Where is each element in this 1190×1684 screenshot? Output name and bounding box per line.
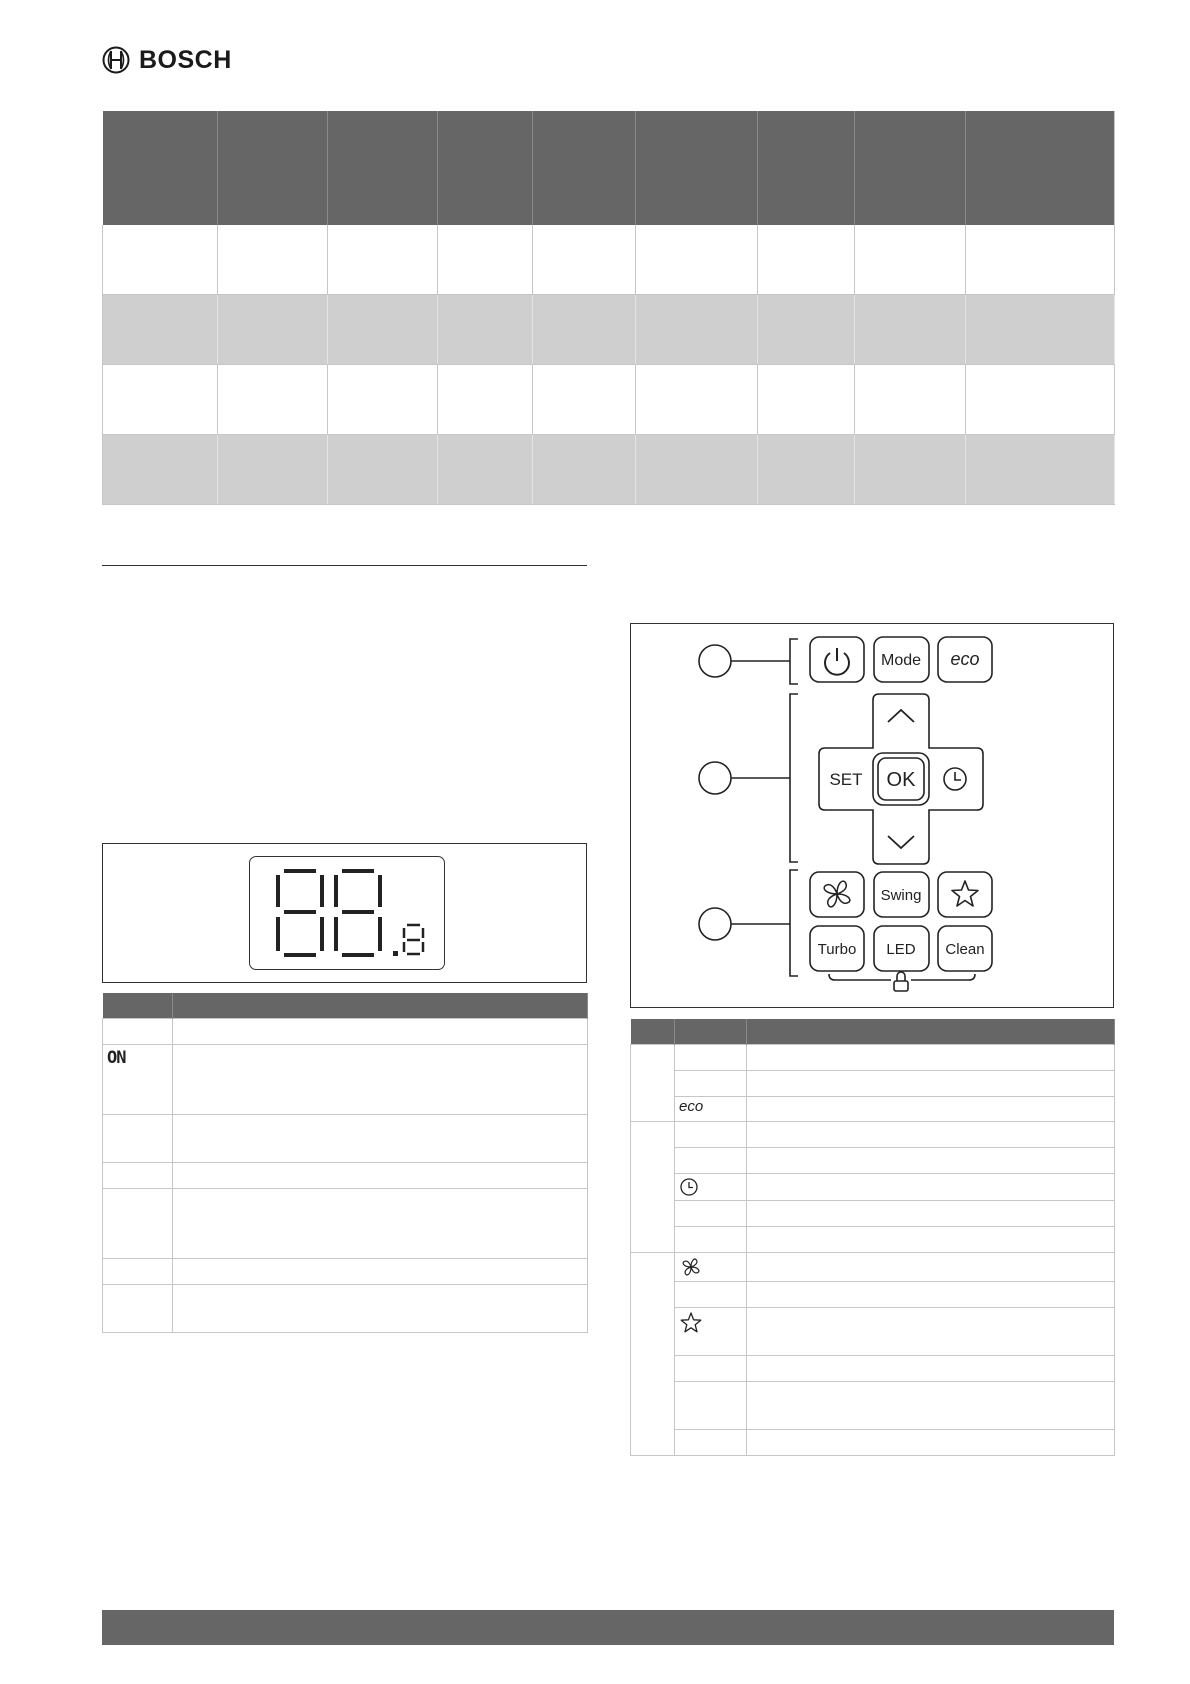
- table-header-cell: [218, 111, 328, 225]
- legend-row: [631, 1382, 1115, 1430]
- table-cell: [438, 295, 533, 365]
- clean-label: Clean: [945, 941, 985, 958]
- section-heading-rule: [102, 565, 587, 566]
- legend-symbol-cell: [675, 1382, 747, 1430]
- legend-row: [103, 1259, 588, 1285]
- callout-2: [699, 762, 731, 794]
- remote-legend-table: [630, 1019, 1115, 1456]
- table-cell: [218, 435, 328, 505]
- table-cell: [533, 225, 636, 295]
- table-cell: [438, 435, 533, 505]
- table-cell: [103, 365, 218, 435]
- seven-segment-digits: [250, 857, 443, 968]
- legend-row: [631, 1282, 1115, 1308]
- clean-button[interactable]: [938, 926, 992, 971]
- legend-text-cell: [747, 1174, 1115, 1201]
- legend-symbol-cell: [675, 1356, 747, 1382]
- callout-3: [699, 908, 731, 940]
- legend-row: [631, 1148, 1115, 1174]
- child-lock-icon: [829, 972, 975, 991]
- table-cell: [966, 225, 1115, 295]
- fan-button[interactable]: [810, 872, 864, 917]
- legend-row: [631, 1253, 1115, 1282]
- callout-1: [699, 645, 731, 677]
- legend-text-cell: [747, 1253, 1115, 1282]
- table-cell: [218, 295, 328, 365]
- legend-text-cell: [747, 1201, 1115, 1227]
- star-icon: [679, 1311, 703, 1335]
- table-header-cell: [636, 111, 758, 225]
- legend-row: [103, 1045, 588, 1115]
- legend-header-cell: [103, 993, 173, 1019]
- legend-text-cell: [173, 1189, 588, 1259]
- on-segment-icon: ON: [107, 1048, 126, 1068]
- table-cell: [103, 225, 218, 295]
- legend-symbol-cell: [103, 1163, 173, 1189]
- footer-bar: [102, 1610, 1114, 1645]
- legend-symbol-cell: [675, 1148, 747, 1174]
- display-panel-figure: [102, 843, 587, 983]
- legend-row: [103, 1115, 588, 1163]
- legend-symbol-cell: [675, 1097, 747, 1122]
- table-cell: [328, 295, 438, 365]
- legend-text-cell: [747, 1382, 1115, 1430]
- legend-symbol-cell: [675, 1045, 747, 1071]
- led-button[interactable]: [874, 926, 929, 971]
- swing-button[interactable]: [874, 872, 929, 917]
- legend-symbol-cell: [103, 1259, 173, 1285]
- legend-row: [631, 1201, 1115, 1227]
- legend-text-cell: [747, 1308, 1115, 1356]
- set-button[interactable]: [823, 754, 869, 804]
- legend-symbol-cell: [675, 1071, 747, 1097]
- legend-symbol-cell: [675, 1174, 747, 1201]
- legend-symbol-cell: [675, 1308, 747, 1356]
- power-button[interactable]: [810, 637, 864, 682]
- legend-text-cell: [747, 1097, 1115, 1122]
- table-header-row: [103, 111, 1115, 225]
- legend-header-cell: [675, 1019, 747, 1045]
- swing-label: Swing: [880, 887, 922, 904]
- legend-symbol-cell: [675, 1122, 747, 1148]
- lcd-display: [249, 856, 445, 970]
- legend-text-cell: [747, 1227, 1115, 1253]
- table-cell: [103, 295, 218, 365]
- table-cell: [328, 435, 438, 505]
- legend-symbol-cell: [675, 1282, 747, 1308]
- table-cell: [758, 295, 855, 365]
- eco-button[interactable]: [938, 637, 992, 682]
- legend-row: [103, 1189, 588, 1259]
- table-cell: [103, 435, 218, 505]
- legend-text-cell: [747, 1122, 1115, 1148]
- legend-text-cell: [173, 1045, 588, 1115]
- table-row: [103, 435, 1115, 505]
- display-legend-table: [102, 993, 588, 1333]
- table-cell: [636, 365, 758, 435]
- mode-label: Mode: [880, 652, 922, 669]
- brand-logo: [102, 44, 232, 76]
- table-cell: [328, 365, 438, 435]
- table-cell: [855, 225, 966, 295]
- table-cell: [758, 365, 855, 435]
- led-label: LED: [886, 941, 916, 958]
- table-header-cell: [438, 111, 533, 225]
- timer-button[interactable]: [933, 754, 979, 804]
- legend-symbol-cell: [103, 1045, 173, 1115]
- legend-text-cell: [747, 1071, 1115, 1097]
- legend-header-cell: [631, 1019, 675, 1045]
- table-cell: [966, 435, 1115, 505]
- legend-row: [631, 1071, 1115, 1097]
- legend-header-cell: [747, 1019, 1115, 1045]
- table-header-cell: [966, 111, 1115, 225]
- table-cell: [636, 295, 758, 365]
- legend-text-cell: [173, 1259, 588, 1285]
- mode-button[interactable]: [874, 637, 929, 682]
- legend-text-cell: [173, 1163, 588, 1189]
- legend-row: [631, 1227, 1115, 1253]
- table-cell: [438, 365, 533, 435]
- remote-control-drawing: [631, 624, 1113, 1007]
- table-row: [103, 225, 1115, 295]
- table-cell: [533, 435, 636, 505]
- legend-text-cell: [173, 1285, 588, 1333]
- bosch-armature-icon: [102, 46, 130, 74]
- legend-symbol-cell: [103, 1189, 173, 1259]
- eco-icon: eco: [679, 1098, 704, 1115]
- legend-row: [631, 1122, 1115, 1148]
- legend-row: [631, 1356, 1115, 1382]
- turbo-button[interactable]: [810, 926, 864, 971]
- legend-row: [103, 1285, 588, 1333]
- down-button[interactable]: [879, 822, 923, 860]
- brand-name: BOSCH: [139, 45, 232, 74]
- legend-text-cell: [747, 1148, 1115, 1174]
- table-header-cell: [533, 111, 636, 225]
- legend-text-cell: [747, 1282, 1115, 1308]
- favorite-button[interactable]: [938, 872, 992, 917]
- legend-row: [631, 1097, 1115, 1122]
- table-header-cell: [758, 111, 855, 225]
- table-cell: [218, 225, 328, 295]
- remote-control-figure: [630, 623, 1114, 1008]
- table-header-cell: [855, 111, 966, 225]
- table-cell: [533, 295, 636, 365]
- legend-symbol-cell: [103, 1285, 173, 1333]
- legend-text-cell: [173, 1019, 588, 1045]
- table-cell: [328, 225, 438, 295]
- table-cell: [636, 225, 758, 295]
- legend-text-cell: [747, 1356, 1115, 1382]
- legend-text-cell: [747, 1430, 1115, 1456]
- legend-group-cell: [631, 1045, 675, 1122]
- turbo-label: Turbo: [817, 941, 857, 958]
- legend-group-cell: [631, 1253, 675, 1456]
- legend-symbol-cell: [675, 1253, 747, 1282]
- fan-icon: [679, 1256, 703, 1278]
- legend-symbol-cell: [675, 1430, 747, 1456]
- table-cell: [438, 225, 533, 295]
- set-label: SET: [829, 770, 863, 789]
- legend-group-cell: [631, 1122, 675, 1253]
- table-cell: [636, 435, 758, 505]
- legend-text-cell: [747, 1045, 1115, 1071]
- eco-icon: eco: [950, 649, 980, 669]
- legend-row: [631, 1308, 1115, 1356]
- specification-table: [102, 111, 1115, 505]
- legend-header-cell: [173, 993, 588, 1019]
- table-cell: [758, 435, 855, 505]
- table-row: [103, 365, 1115, 435]
- legend-symbol-cell: [675, 1201, 747, 1227]
- clock-icon: [679, 1177, 699, 1197]
- table-cell: [855, 295, 966, 365]
- table-cell: [855, 435, 966, 505]
- legend-text-cell: [173, 1115, 588, 1163]
- table-header-cell: [103, 111, 218, 225]
- table-row: [103, 295, 1115, 365]
- table-cell: [218, 365, 328, 435]
- table-header-cell: [328, 111, 438, 225]
- legend-row: [103, 1163, 588, 1189]
- table-cell: [966, 295, 1115, 365]
- table-cell: [758, 225, 855, 295]
- legend-header-row: [631, 1019, 1115, 1045]
- ok-label: OK: [886, 769, 916, 791]
- legend-row: [631, 1430, 1115, 1456]
- legend-symbol-cell: [675, 1227, 747, 1253]
- up-button[interactable]: [879, 698, 923, 736]
- legend-row: [631, 1045, 1115, 1071]
- legend-header-row: [103, 993, 588, 1019]
- legend-symbol-cell: [103, 1019, 173, 1045]
- table-cell: [966, 365, 1115, 435]
- legend-symbol-cell: [103, 1115, 173, 1163]
- table-cell: [533, 365, 636, 435]
- ok-button[interactable]: [873, 753, 929, 805]
- legend-row: [631, 1174, 1115, 1201]
- table-cell: [855, 365, 966, 435]
- legend-row: [103, 1019, 588, 1045]
